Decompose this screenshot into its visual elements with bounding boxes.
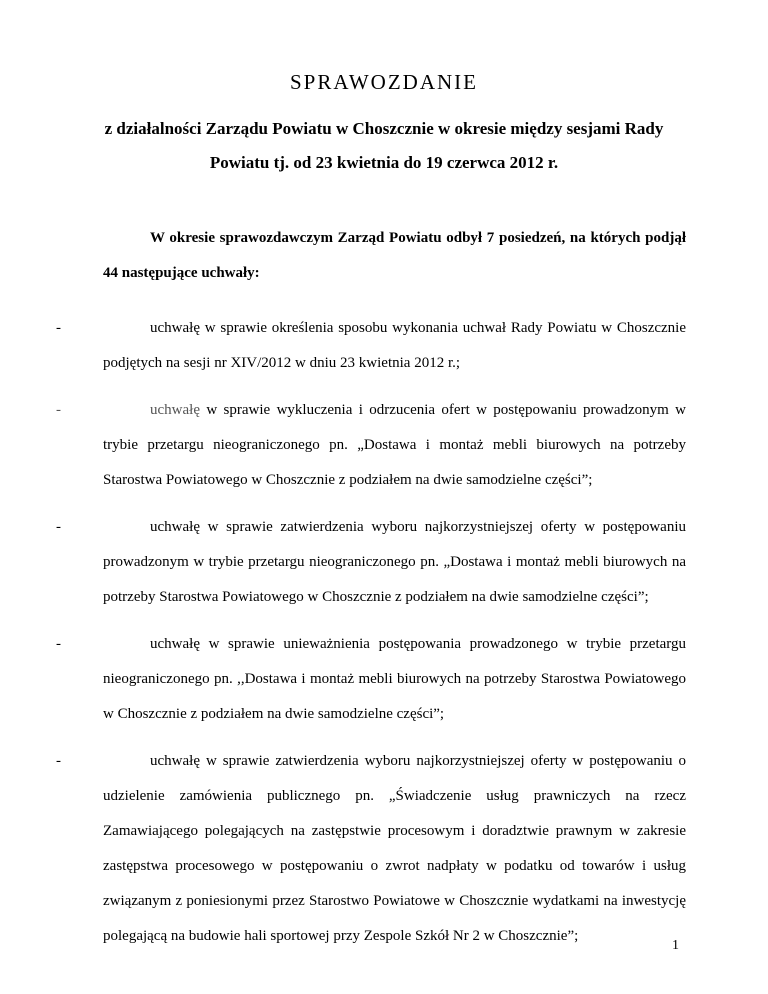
- item-text: w sprawie zatwierdzenia wyboru najkorzystniejszej oferty w postępowaniu o udzielenie zamówienia publicznego pn. „Świadczenie usług prawniczych na rzecz Zamawiającego polegających na zastępstwie procesowym i doradztwie prawnym w zakresie zastępstwa procesowego w postępowaniu o zwrot nadpłaty w podatku od towarów i usług związanym z poniesionymi przez Starostwo Powiatowe w Choszcznie wydatkami na inwestycję polegającą na budowie hali sportowej przy Zespole Szkół Nr 2 w Choszcznie”;: [103, 753, 686, 944]
- list-bullet: -: [56, 402, 61, 418]
- intro-paragraph: W okresie sprawozdawczym Zarząd Powiatu odbył 7 posiedzeń, na których podjął 44 następujące uchwały:: [103, 230, 686, 281]
- list-item: [56, 311, 686, 381]
- list-item: [56, 627, 686, 732]
- item-text: w sprawie określenia sposobu wykonania uchwał Rady Powiatu w Choszcznie podjętych na sesji nr XIV/2012 w dniu 23 kwietnia 2012 r.;: [103, 320, 686, 371]
- list-item: [56, 510, 687, 615]
- item-lead: uchwałę: [150, 320, 200, 336]
- item-lead: uchwałę: [150, 636, 200, 652]
- item-lead: uchwałę: [150, 519, 200, 535]
- item-text: w sprawie unieważnienia postępowania prowadzonego w trybie przetargu nieograniczonego pn. ,,Dostawa i montaż mebli biurowych na potrzeby Starostwa Powiatowego w Choszcznie z podziałem na dwie samodzielne części”;: [103, 636, 686, 722]
- resolutions-list: [56, 311, 687, 966]
- item-lead: uchwałę: [150, 402, 200, 418]
- document-title: SPRAWOZDANIE: [290, 70, 478, 94]
- list-item: [56, 744, 686, 954]
- document-subtitle: z działalności Zarządu Powiatu w Choszcznie w okresie między sesjami Rady Powiatu tj. od 23 kwietnia do 19 czerwca 2012 r.: [104, 119, 664, 172]
- item-text: w sprawie zatwierdzenia wyboru najkorzystniejszej oferty w postępowaniu prowadzonym w trybie przetargu nieograniczonego pn. „Dostawa i montaż mebli biurowych na potrzeby Starostwa Powiatowego w Choszcznie z podziałem na dwie samodzielne części”;: [103, 519, 687, 605]
- list-bullet: -: [56, 519, 61, 535]
- list-bullet: -: [56, 753, 61, 769]
- item-lead: uchwałę: [150, 753, 200, 769]
- page-number: 1: [672, 938, 679, 953]
- list-bullet: -: [56, 636, 61, 652]
- item-text: w sprawie wykluczenia i odrzucenia ofert w postępowaniu prowadzonym w trybie przetargu nieograniczonego pn. „Dostawa i montaż mebli biurowych na potrzeby Starostwa Powiatowego w Choszcznie z podziałem na dwie samodzielne części”;: [103, 402, 687, 488]
- list-item: [56, 393, 687, 498]
- list-bullet: -: [56, 320, 61, 336]
